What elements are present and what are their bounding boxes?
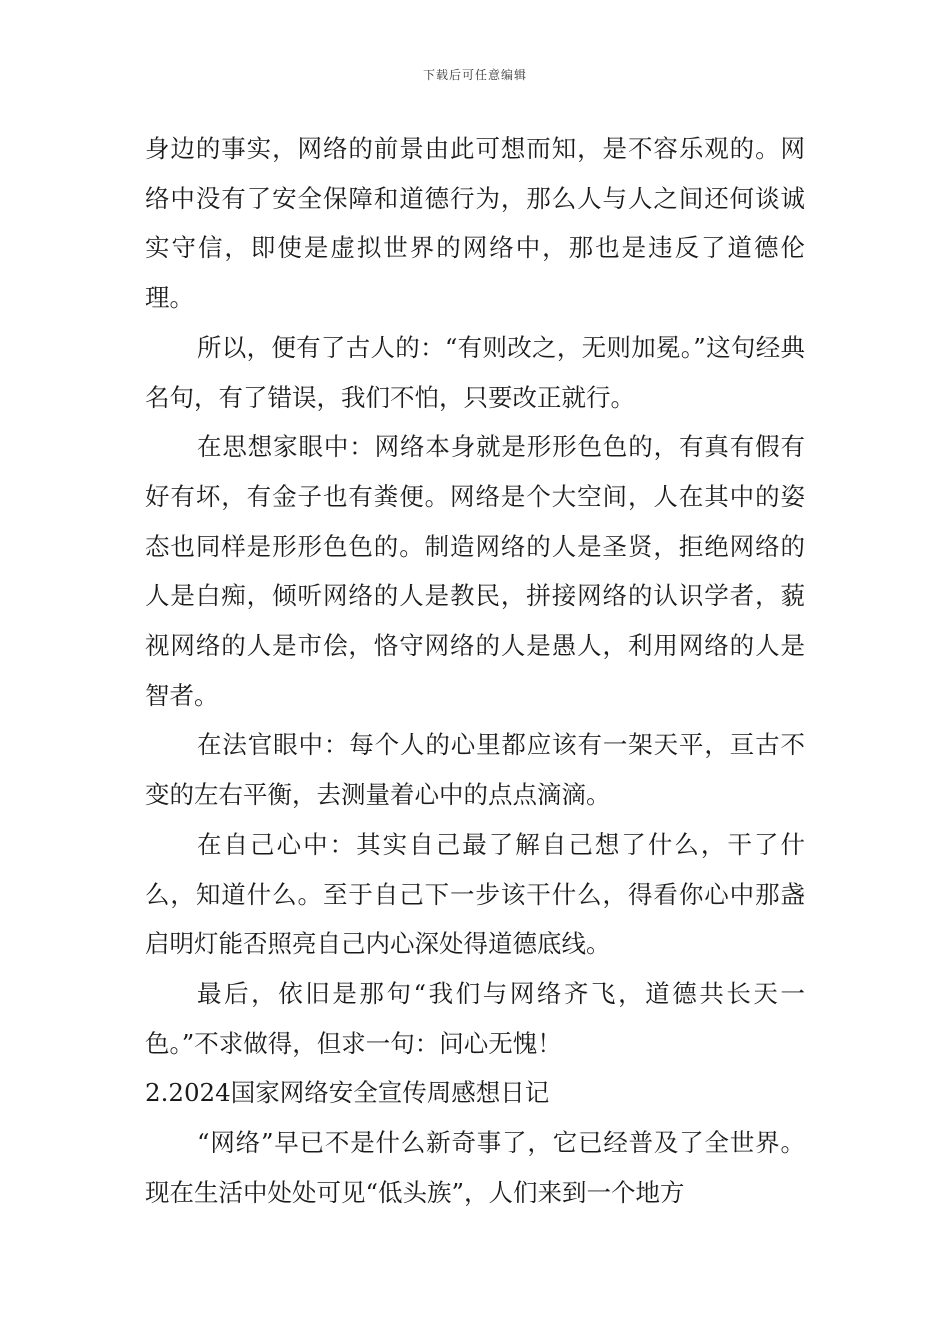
paragraph: 在思想家眼中：网络本身就是形形色色的，有真有假有好有坏，有金子也有粪便。网络是个大空间，人在其中的姿态也同样是形形色色的。制造网络的人是圣贤，拒绝网络的人是白痴，倾听网络的人是教民，拼接网络的认识学者，藐视网络的人是市侩，恪守网络的人是愚人，利用网络的人是智者。	[145, 432, 805, 710]
paragraph: 最后，依旧是那句“我们与网络齐飞，道德共长天一色。”不求做得，但求一句：问心无愧！	[145, 978, 805, 1058]
section-heading: 2.2024国家网络安全宣传周感想日记	[145, 1078, 550, 1108]
paragraph: 在自己心中：其实自己最了解自己想了什么，干了什么，知道什么。至于自己下一步该干什么，得看你心中那盏启明灯能否照亮自己内心深处得道德底线。	[145, 829, 805, 959]
paragraph: 所以，便有了古人的：“有则改之，无则加冕。”这句经典名句，有了错误，我们不怕，只要改正就行。	[145, 332, 805, 412]
paragraph: 在法官眼中：每个人的心里都应该有一架天平，亘古不变的左右平衡，去测量着心中的点点滴滴。	[145, 730, 805, 810]
paragraph: 身边的事实，网络的前景由此可想而知，是不容乐观的。网络中没有了安全保障和道德行为，那么人与人之间还何谈诚实守信，即使是虚拟世界的网络中，那也是违反了道德伦 理。	[145, 134, 805, 313]
document-body	[145, 124, 805, 1217]
header-note: 下载后可任意编辑	[422, 68, 527, 82]
paragraph: “网络”早已不是什么新奇事了，它已经普及了全世界。现在生活中处处可见“低头族”，人们来到一个地方	[145, 1128, 805, 1207]
